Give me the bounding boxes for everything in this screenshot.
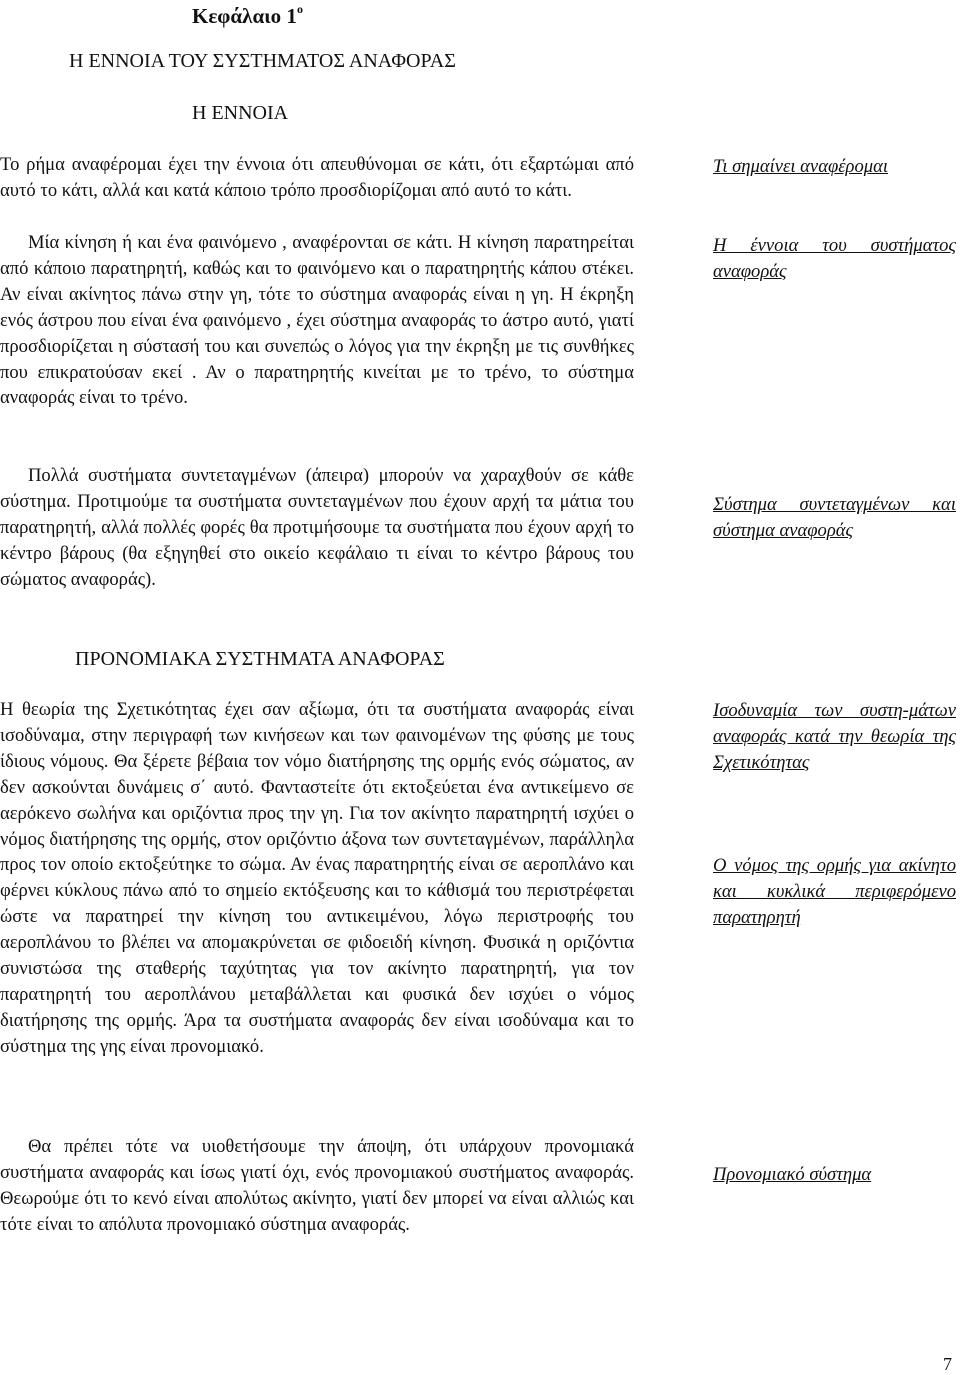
margin-note-6: Προνομιακό σύστημα (713, 1164, 872, 1185)
chapter-label: Κεφάλαιο 1 (192, 4, 297, 28)
margin-note-3: Σύστημα συντεταγμένων και σύστημα αναφοράς (713, 494, 956, 541)
chapter-ordinal-sup: ο (296, 2, 303, 16)
page-number: 7 (943, 1354, 952, 1374)
section2-paragraph-1: Η θεωρία της Σχετικότητας έχει σαν αξίωμα, ότι τα συστήματα αναφοράς είναι ισοδύναμα, στην περιγραφή των κινήσεων και των φαινομένων της φύσης με τους ίδιους νόμους. Θα ξέρετε βέβαια τον νόμο διατήρησης της ορμής ενός σώματος, αν δεν ασκούνται δυνάμεις σ΄ αυτό. Φανταστείτε ότι εκτοξεύεται ένα αντικείμενο σε αερόκενο σωλήνα και οριζόντια προς την γη. Για τον ακίνητο παρατηρητή ισχύει ο νόμος διατήρησης της ορμής, στον οριζόντιο άξονα των συντεταγμένων, παράλληλα προς τον οποίο εκτοξεύτηκε το σώμα. Αν ένας παρατηρητής είναι σε αεροπλάνο και φέρνει κύκλους πάνω από το σημείο εκτόξευσης και το κάθισμά του περιστρέφεται ώστε να παρατηρεί την κίνηση του αντικειμένου, λόγω περιστροφής του αεροπλάνου το βλέπει να απομακρύνεται σε φιδοειδή κίνηση. Φυσικά η οριζόντια συνιστώσα της σταθερής ταχύτητας για τον ακίνητο παρατηρητή, για τον παρατηρητή του αεροπλάνου μεταβάλλεται και φυσικά δεν ισχύει ο νόμος διατήρησης της ορμής. Άρα τα συστήματα αναφοράς δεν είναι ισοδύναμα και το σύστημα της γης είναι προνομιακό. (0, 699, 634, 1057)
margin-note-1: Τι σημαίνει αναφέρομαι (713, 156, 889, 177)
chapter-heading (192, 4, 303, 29)
margin-note-5: Ο νόμος της ορμής για ακίνητο και κυκλικά περιφερόμενο παρατηρητή (713, 855, 956, 928)
section1-paragraph-1: Το ρήμα αναφέρομαι έχει την έννοια ότι απευθύνομαι σε κάτι, ότι εξαρτώμαι από αυτό το κάτι, αλλά και κατά κάποιο τρόπο προσδιορίζομαι από αυτό το κάτι. (0, 154, 634, 201)
margin-note-4: Ισοδυναμία των συστη-μάτων αναφοράς κατά την θεωρία της Σχετικότητας (713, 700, 956, 773)
section2-paragraph-2: Θα πρέπει τότε να υιοθετήσουμε την άποψη, ότι υπάρχουν προνομιακά συστήματα αναφοράς και ίσως γιατί όχι, ενός προνομιακού συστήματος αναφοράς. Θεωρούμε ότι το κενό είναι απολύτως ακίνητο, γιατί δεν μπορεί να είναι αλλιώς και τότε είναι το απόλυτα προνομιακό σύστημα αναφοράς. (0, 1136, 634, 1235)
section1-heading: Η ΕΝΝΟΙΑ (192, 102, 289, 124)
margin-note-2: Η έννοια του συστήματος αναφοράς (713, 235, 956, 282)
section1-paragraph-2: Μία κίνηση ή και ένα φαινόμενο , αναφέρονται σε κάτι. Η κίνηση παρατηρείται από κάποιο παρατηρητή, καθώς και το φαινόμενο και ο παρατηρητής κάπου στέκει. Αν είναι ακίνητος πάνω στην γη, τότε το σύστημα αναφοράς είναι η γη. Η έκρηξη ενός άστρου που είναι ένα φαινόμενο , έχει σύστημα αναφοράς το άστρο αυτό, γιατί προσδιορίζεται η σύστασή του και συνεπώς ο λόγος για την έκρηξη με τις συνθήκες που επικρατούσαν εκεί . Αν ο παρατηρητής κινείται με το τρένο, το σύστημα αναφοράς είναι το τρένο. (0, 232, 634, 409)
section2-heading: ΠΡΟΝΟΜΙΑΚΑ ΣΥΣΤΗΜΑΤΑ ΑΝΑΦΟΡΑΣ (75, 648, 445, 670)
document-title: Η ΕΝΝΟΙΑ ΤΟΥ ΣΥΣΤΗΜΑΤΟΣ ΑΝΑΦΟΡΑΣ (69, 50, 456, 72)
section1-paragraph-3: Πολλά συστήματα συντεταγμένων (άπειρα) μπορούν να χαραχθούν σε κάθε σύστημα. Προτιμούμε τα συστήματα συντεταγμένων που έχουν αρχή τα μάτια του παρατηρητή, αλλά πολλές φορές θα προτιμήσουμε τα συστήματα που έχουν αρχή το κέντρο βάρους (θα εξηγηθεί στο οικείο κεφάλαιο τι είναι το κέντρο βάρους του σώματος αναφοράς). (0, 465, 634, 590)
